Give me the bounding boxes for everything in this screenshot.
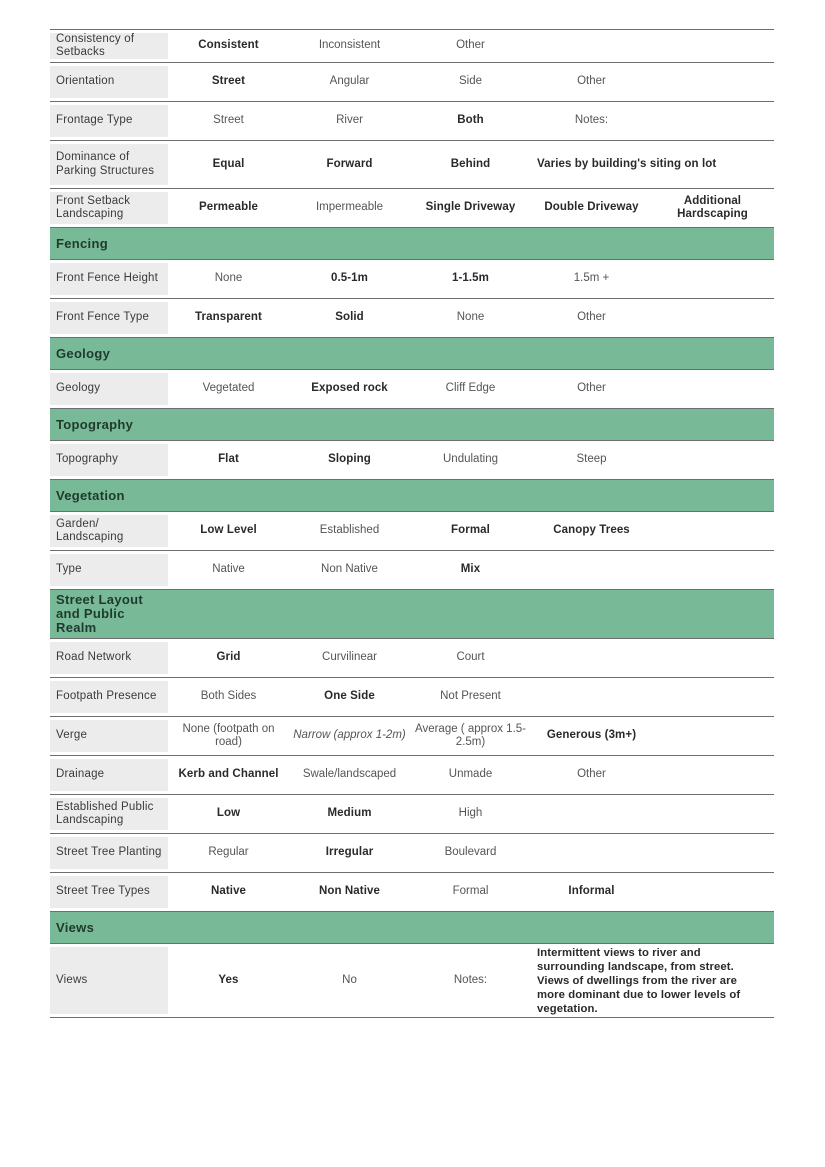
table-row-type (50, 551, 774, 590)
section-title: Views (56, 920, 95, 935)
table-row-verge (50, 717, 774, 756)
section-title: Topography (56, 417, 134, 432)
option-cell: Established (319, 524, 380, 537)
row-label: Street Tree Types (50, 876, 168, 908)
option-cell: Not Present (440, 690, 501, 703)
option-cell: Flat (218, 453, 239, 466)
section-header-topography (50, 409, 774, 441)
section-header-views (50, 912, 774, 944)
section-header-vegetation (50, 480, 774, 512)
table-row-garden-landscaping (50, 512, 774, 551)
option-cell: Native (210, 885, 247, 898)
table-row-footpath-presence (50, 678, 774, 717)
option-cell: Forward (326, 157, 373, 170)
row-label: Dominance of Parking Structures (50, 144, 168, 185)
row-label: Verge (50, 720, 168, 752)
table-row-front-fence-type (50, 299, 774, 338)
option-cell: Double Driveway (544, 201, 639, 214)
option-cell: Grid (216, 651, 241, 664)
option-cell: High (458, 807, 483, 820)
table-row-frontage-type (50, 102, 774, 141)
option-cell: Transparent (195, 311, 262, 324)
assessment-table (50, 29, 774, 1018)
row-label: Garden/ Landscaping (50, 515, 168, 547)
table-row-drainage (50, 756, 774, 795)
section-title: Fencing (56, 236, 108, 251)
row-label: Established Public Landscaping (50, 798, 168, 830)
option-cell: Undulating (443, 453, 498, 466)
option-cell: Boulevard (444, 846, 497, 859)
option-cell: Side (458, 75, 483, 88)
option-cell: Notes: (574, 114, 609, 127)
table-row-views (50, 944, 774, 1018)
option-cell: Consistent (198, 39, 259, 52)
table-row-dominance-of-parking-structures (50, 141, 774, 189)
option-cell: Solid (335, 311, 364, 324)
table-row-geology (50, 370, 774, 409)
option-cell: Unmade (448, 768, 493, 781)
option-cell: Low Level (200, 524, 257, 537)
option-cell: Other (577, 768, 606, 781)
option-cell: River (336, 114, 363, 127)
row-label: Front Fence Height (50, 263, 168, 295)
option-cell: Average ( approx 1.5-2.5m) (414, 722, 527, 748)
option-cell: Steep (576, 453, 607, 466)
option-cell: Non Native (318, 885, 381, 898)
option-cell: Yes (218, 973, 239, 986)
table-row-orientation (50, 63, 774, 102)
table-row-consistency-of-setbacks (50, 29, 774, 63)
table-row-street-tree-types (50, 873, 774, 912)
option-cell: Street (213, 114, 244, 127)
option-cell: Other (577, 75, 606, 88)
option-cell: Single Driveway (425, 201, 516, 214)
row-label: Consistency of Setbacks (50, 33, 168, 59)
option-cell: Inconsistent (318, 39, 381, 52)
table-row-established-public-landscaping (50, 795, 774, 834)
option-cell: Informal (568, 885, 615, 898)
option-cell: Vegetated (202, 382, 255, 395)
option-cell: Both (457, 114, 484, 127)
option-cell: One Side (324, 690, 375, 703)
option-cell: Generous (3m+) (546, 729, 637, 742)
option-cell: Notes: (453, 973, 488, 986)
option-cell: Irregular (325, 846, 374, 859)
option-cell: Narrow (approx 1-2m) (293, 729, 406, 742)
option-cell: Non Native (321, 563, 378, 576)
option-cell: Mix (460, 563, 481, 576)
option-cell: 1-1.5m (451, 272, 490, 285)
section-title: Vegetation (56, 488, 125, 503)
option-cell: Canopy Trees (553, 524, 630, 537)
option-cell: Formal (451, 524, 490, 537)
table-row-street-tree-planting (50, 834, 774, 873)
row-label: Road Network (50, 642, 168, 674)
option-cell: Both Sides (200, 690, 257, 703)
option-cell: Cliff Edge (445, 382, 496, 395)
option-cell: Medium (327, 807, 372, 820)
section-title: Street Layout and Public Realm (56, 592, 143, 635)
row-label: Type (50, 554, 168, 586)
row-label: Frontage Type (50, 105, 168, 137)
option-cell: No (342, 973, 357, 986)
option-cell: Exposed rock (311, 382, 388, 395)
option-cell: Native (212, 563, 245, 576)
table-row-front-fence-height (50, 260, 774, 299)
option-cell: Court (456, 651, 485, 664)
row-label: Orientation (50, 66, 168, 98)
option-cell: Regular (208, 846, 249, 859)
section-header-fencing (50, 228, 774, 260)
row-label: Front Fence Type (50, 302, 168, 334)
option-cell: 0.5-1m (330, 272, 369, 285)
option-cell: Varies by building's siting on lot (537, 157, 717, 170)
row-label: Drainage (50, 759, 168, 791)
option-cell: Behind (450, 157, 491, 170)
row-label: Footpath Presence (50, 681, 168, 713)
option-cell: Equal (212, 157, 245, 170)
row-label: Street Tree Planting (50, 837, 168, 869)
option-cell: Permeable (198, 201, 259, 214)
row-label: Views (50, 947, 168, 1014)
option-cell: Impermeable (315, 201, 384, 214)
option-cell: None (456, 311, 485, 324)
option-cell: Additional Hardscaping (677, 194, 748, 220)
option-cell: Street (211, 75, 246, 88)
option-cell: Kerb and Channel (178, 768, 279, 781)
option-cell: Other (577, 382, 606, 395)
option-cell: Other (456, 39, 485, 52)
option-cell: None (footpath on road) (182, 722, 275, 748)
option-cell: Formal (452, 885, 489, 898)
row-label: Topography (50, 444, 168, 476)
option-cell: Swale/landscaped (302, 768, 397, 781)
option-cell: Other (577, 311, 606, 324)
table-row-front-setback-landscaping (50, 189, 774, 228)
option-cell: Curvilinear (322, 651, 377, 664)
section-header-street-layout-and-public-realm (50, 590, 774, 639)
table-row-topography (50, 441, 774, 480)
section-title: Geology (56, 346, 111, 361)
notes-text: Intermittent views to river and surrounding landscape, from street. Views of dwellings from the river are more dominant due to lower levels of vegetation. (537, 946, 741, 1015)
option-cell: None (214, 272, 243, 285)
table-row-road-network (50, 639, 774, 678)
option-cell: Sloping (328, 453, 371, 466)
option-cell: 1.5m + (573, 272, 610, 285)
row-label: Geology (50, 373, 168, 405)
row-label: Front Setback Landscaping (50, 192, 168, 224)
option-cell: Angular (329, 75, 370, 88)
option-cell: Low (216, 807, 241, 820)
section-header-geology (50, 338, 774, 370)
